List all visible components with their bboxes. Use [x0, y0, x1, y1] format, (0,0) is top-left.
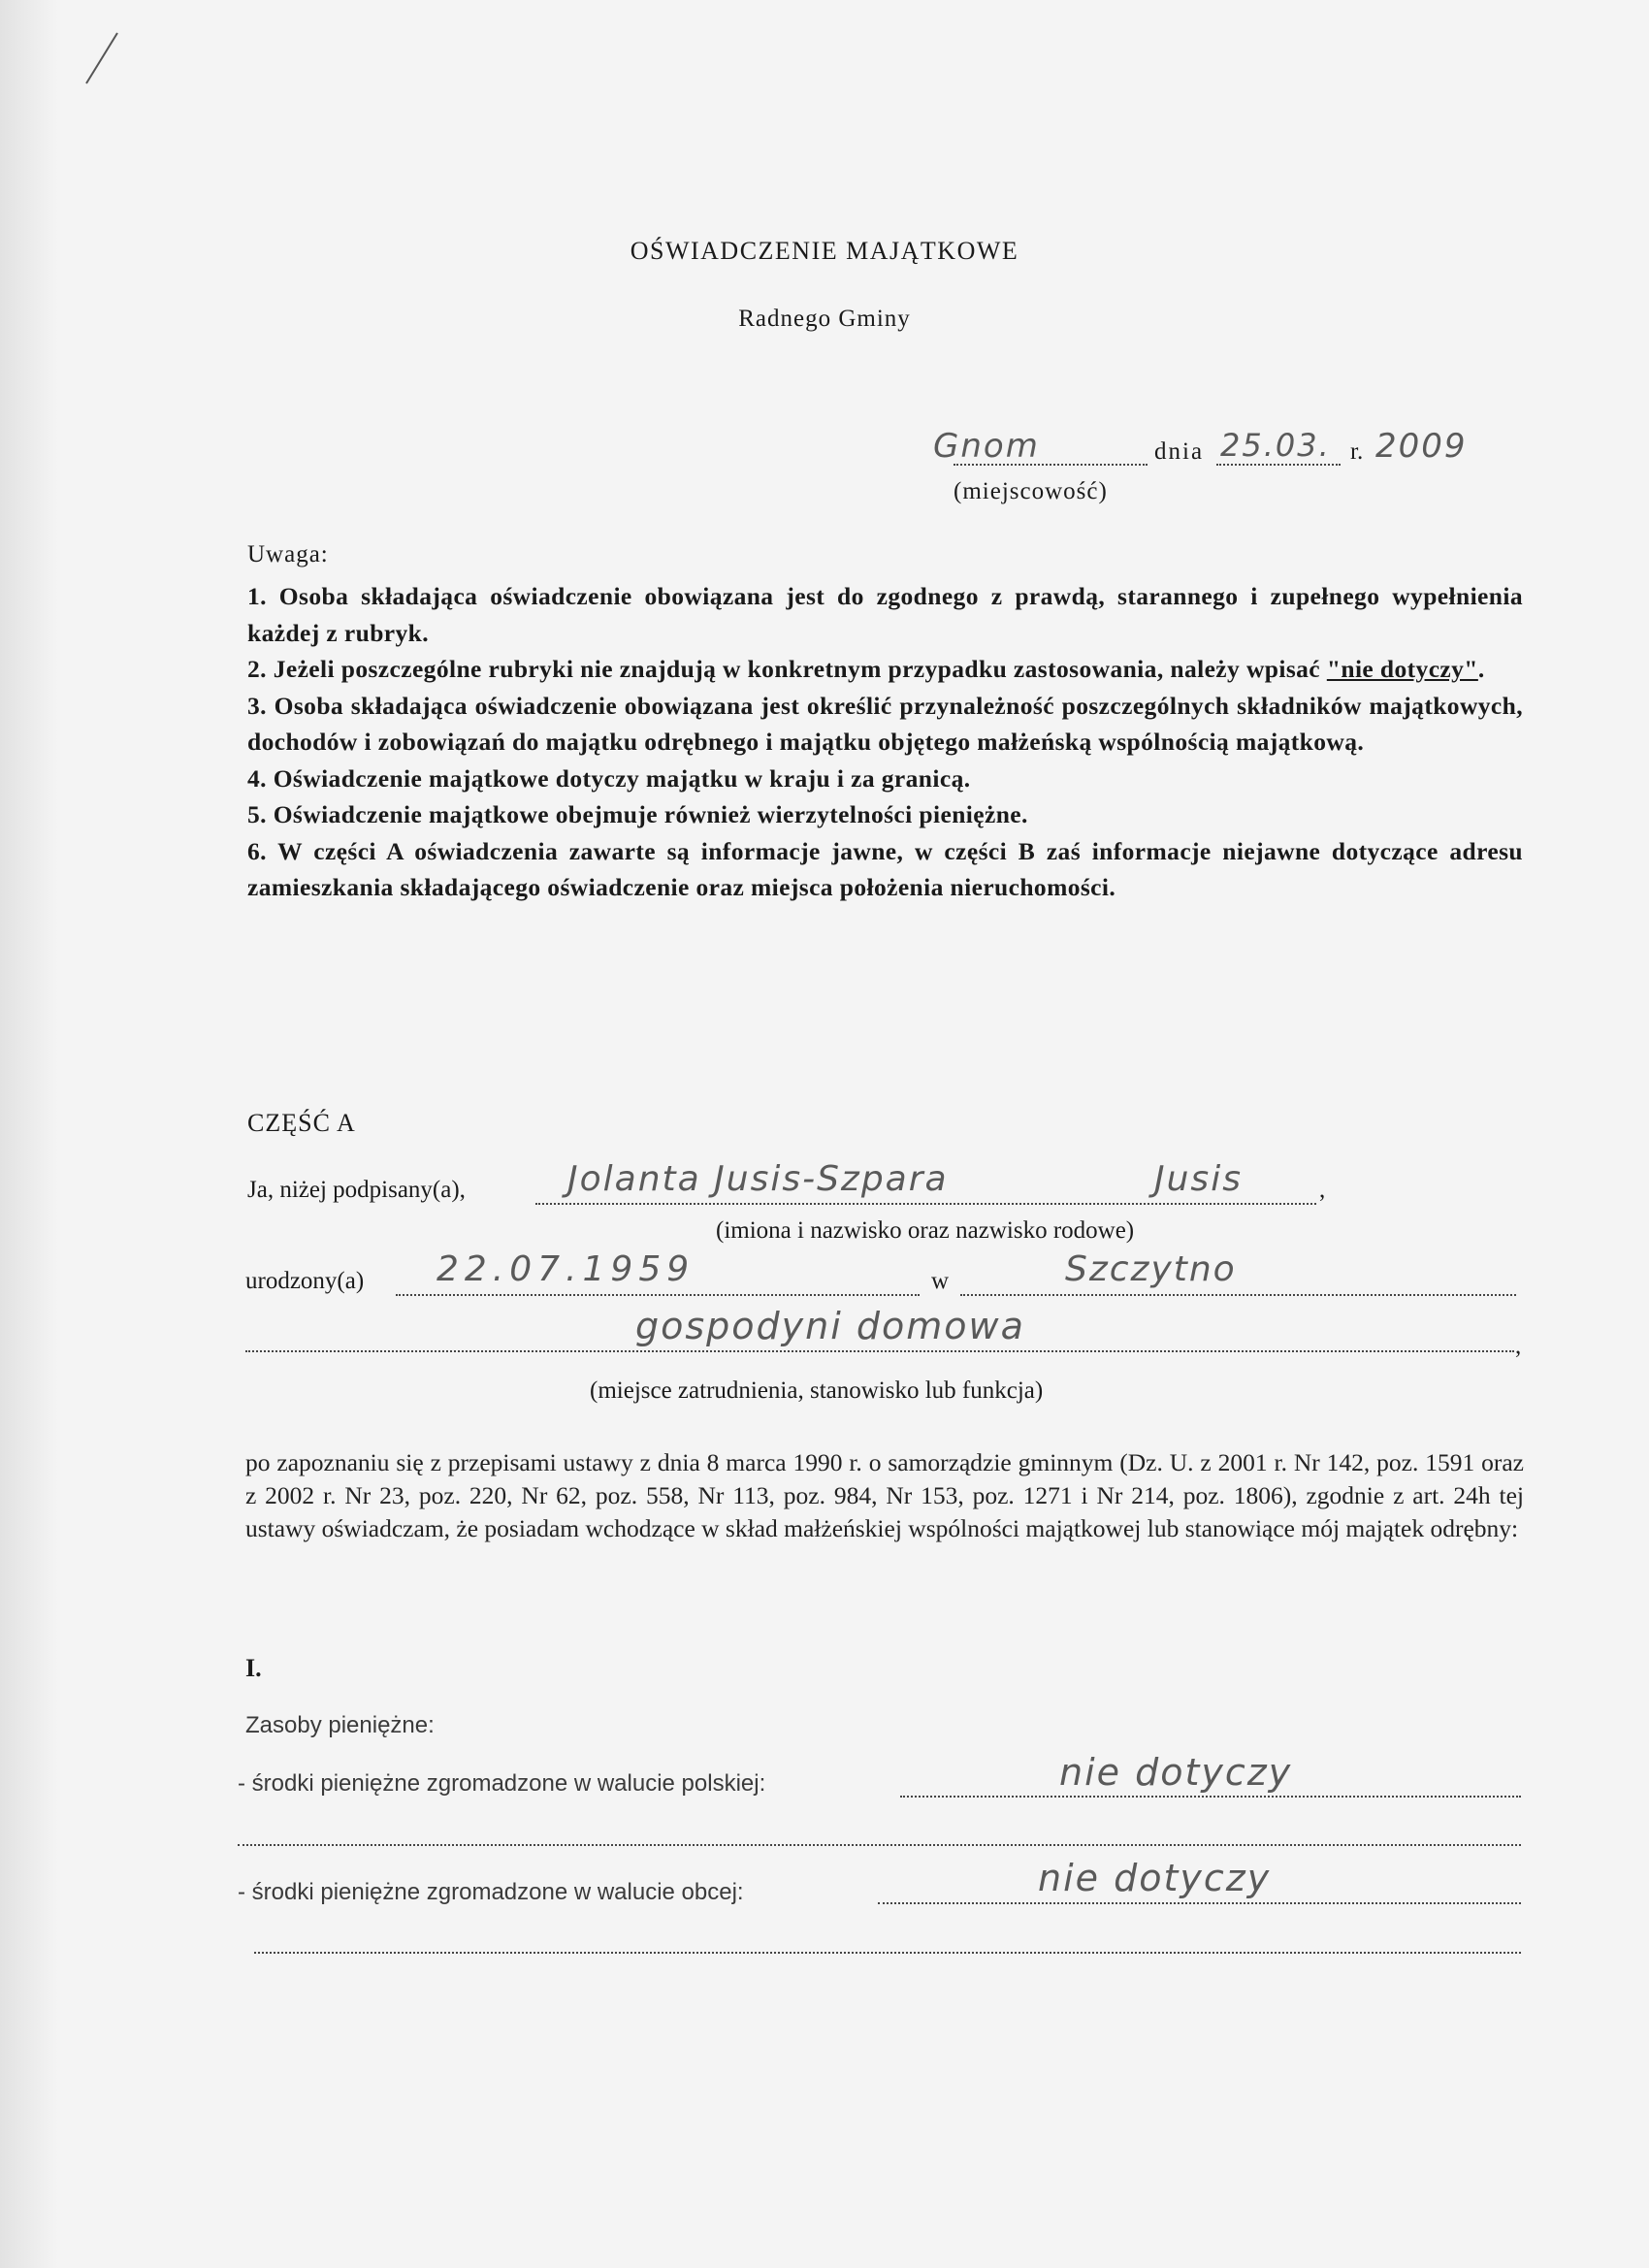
employment-caption: (miejsce zatrudnienia, stanowisko lub funkcja) [590, 1377, 1044, 1404]
statement-paragraph: po zapoznaniu się z przepisami ustawy z dnia 8 marca 1990 r. o samorządzie gminnym (Dz. U. z 2001 r. Nr 142, poz. 1591 oraz z 2002 r. Nr 23, poz. 220, Nr 62, poz. 558, Nr 113, poz. 984, Nr 153, poz. 1271 i Nr 214, poz. 1806), zgodnie z art. 24h tej ustawy oświadczam, że posiadam wchodzące w skład małżeńskiej wspólności majątkowej lub stanowiące mój majątek odrębny: [245, 1448, 1524, 1542]
document-subtitle: Radnego Gminy [738, 306, 911, 332]
signer-caption: (imiona i nazwisko oraz nazwisko rodowe) [716, 1217, 1135, 1244]
pln-label: - środki pieniężne zgromadzone w walucie polskiej: [238, 1770, 766, 1797]
signer-label: Ja, niżej podpisany(a), [247, 1177, 466, 1203]
note-3: 3. Osoba składająca oświadczenie obowiązana jest określić przynależność poszczególnych składników majątkowych, dochodów i zobowiązań do majątku odrębnego i majątku objętego małżeńską wspólnością majątkową. [247, 691, 1523, 756]
born-in-label: w [931, 1268, 950, 1294]
signer-trailing-comma: , [1319, 1177, 1326, 1203]
note-2-text: 2. Jeżeli poszczególne rubryki nie znajdują w konkretnym przypadku zastosowania, należy wpisać [247, 655, 1327, 683]
note-1: 1. Osoba składająca oświadczenie obowiązana jest do zgodnego z prawdą, starannego i zupełnego wypełnienia każdej z rubryk. [247, 582, 1523, 647]
notes-heading: Uwaga: [247, 541, 329, 567]
notes-list [247, 578, 1523, 906]
foreign-label: - środki pieniężne zgromadzone w walucie obcej: [238, 1879, 744, 1905]
document-title: OŚWIADCZENIE MAJĄTKOWE [630, 237, 1019, 265]
note-5: 5. Oświadczenie majątkowe obejmuje również wierzytelności pieniężne. [247, 800, 1028, 828]
foreign-dotted-line [878, 1902, 1521, 1904]
note-2-end: . [1477, 655, 1485, 683]
section-1-heading: I. [245, 1654, 262, 1682]
section-1-subheading: Zasoby pieniężne: [245, 1712, 435, 1738]
place-handwritten: Gnom [933, 427, 1040, 466]
date-handwritten: 25.03. [1220, 427, 1331, 464]
employment-handwritten: gospodyni domowa [635, 1305, 1025, 1347]
born-date-dotted-line [396, 1294, 920, 1296]
born-date-handwritten: 22.07.1959 [436, 1249, 695, 1289]
note-2 [247, 651, 1523, 688]
day-label: dnia [1154, 438, 1205, 465]
year-handwritten: 2009 [1375, 427, 1468, 466]
foreign-second-dotted-line [254, 1952, 1521, 1954]
note-4: 4. Oświadczenie majątkowe dotyczy majątku w kraju i za granicą. [247, 763, 971, 793]
part-a-heading: CZĘŚĆ A [247, 1109, 356, 1137]
scan-edge-shadow [0, 0, 58, 2268]
born-place-dotted-line [960, 1294, 1516, 1296]
pen-mark-icon [82, 29, 121, 87]
year-label: r. [1350, 438, 1364, 465]
signer-name-handwritten: Jolanta Jusis-Szpara [567, 1159, 949, 1199]
foreign-handwritten: nie dotyczy [1038, 1857, 1272, 1899]
pln-handwritten: nie dotyczy [1059, 1751, 1293, 1794]
signer-family-name-handwritten: Jusis [1154, 1159, 1243, 1199]
note-6: 6. W części A oświadczenia zawarte są informacje jawne, w części B zaś informacje niejawne dotyczące adresu zamieszkania składającego oświadczenie oraz miejsca położenia nieruchomości. [247, 836, 1523, 901]
place-dotted-line [954, 464, 1148, 466]
note-2-quoted: "nie dotyczy" [1326, 655, 1478, 683]
date-dotted-line [1216, 464, 1341, 466]
signer-dotted-line [535, 1203, 1316, 1205]
pln-second-dotted-line [238, 1844, 1521, 1846]
place-caption: (miejscowość) [954, 478, 1108, 504]
pln-dotted-line [900, 1796, 1521, 1798]
employment-trailing-comma: , [1515, 1333, 1522, 1359]
employment-dotted-line [245, 1350, 1514, 1352]
born-label: urodzony(a) [245, 1268, 365, 1294]
born-place-handwritten: Szczytno [1065, 1249, 1237, 1289]
